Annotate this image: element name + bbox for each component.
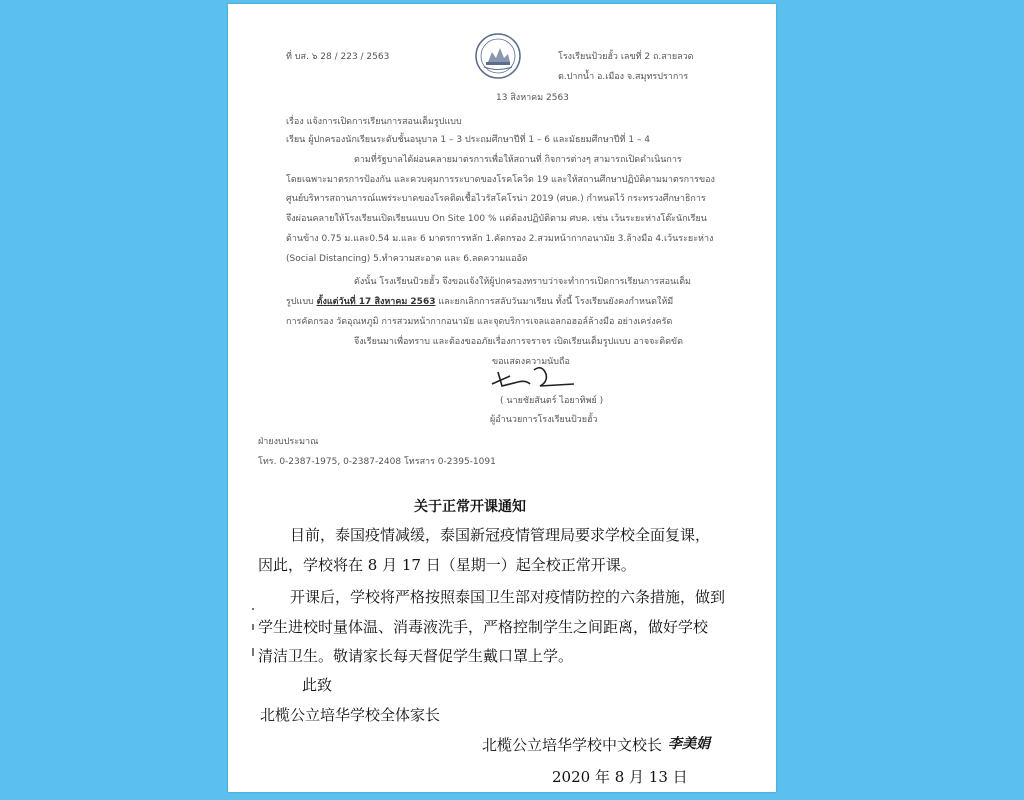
- document-page: [228, 4, 776, 792]
- department: ฝ่ายงบประมาณ: [258, 437, 319, 447]
- letter-date: 13 สิงหาคม 2563: [496, 93, 569, 103]
- letter-recipient: เรียน ผู้ปกครองนักเรียนระดับชั้นอนุบาล 1 – 3 ประถมศึกษาปีที่ 1 – 6 และมัธยมศึกษาปีที่ 1 – 4: [286, 135, 651, 145]
- notice-date: 2020 年 8 月 13 日: [552, 768, 688, 786]
- notice-paragraph-line: 学生进校时量体温、消毒液洗手，严格控制学生之间距离，做好学校: [258, 618, 709, 636]
- thai-text: รูปแบบ: [286, 297, 317, 307]
- thai-paragraph-line: จึงเรียนมาเพื่อทราบ และต้องขออภัยเรื่องการจราจร เปิดเรียนเต็มรูปแบบ อาจจะติดขัด: [354, 337, 683, 347]
- notice-paragraph-line: 因此，学校将在 8 月 17 日（星期一）起全校正常开课。: [258, 556, 636, 574]
- salutation: 此致: [302, 676, 333, 694]
- school-seal-icon: [474, 32, 522, 80]
- thai-paragraph-line: (Social Distancing) 5.ทำความสะอาด และ 6.ลดความแออัด: [286, 254, 528, 264]
- reference-number: ที่ บส. ๖ 28 / 223 / 2563: [286, 52, 390, 62]
- thai-paragraph-line: การคัดกรอง วัดอุณหภูมิ การสวมหน้ากากอนามัย และจุดบริการเจลแอลกอฮอล์ล้างมือ อย่างเคร่งครัด: [286, 317, 673, 327]
- letter-subject: เรื่อง แจ้งการเปิดการเรียนการสอนเต็มรูปแบบ: [286, 117, 462, 127]
- signer-title: ผู้อำนวยการโรงเรียนป้วยฮั้ว: [490, 415, 598, 425]
- notice-paragraph-line: 开课后，学校将严格按照泰国卫生部对疫情防控的六条措施，做到: [290, 588, 726, 606]
- school-address-line1: โรงเรียนป้วยฮั้ว เลขที่ 2 ถ.สายลวด: [558, 52, 694, 62]
- signer-name: ( นายชัยสันตร์ ไอยาทิพย์ ): [500, 396, 604, 406]
- thai-paragraph-line: ตามที่รัฐบาลได้ผ่อนคลายมาตรการเพื่อให้สถานที่ กิจการต่างๆ สามารถเปิดดำเนินการ: [354, 155, 682, 165]
- thai-paragraph-line: ศูนย์บริหารสถานการณ์แพร่ระบาดของโรคติดเชื้อไวรัสโคโรน่า 2019 (ศบค.) กำหนดไว้ กระทรวงศึกษาธิการ: [286, 194, 706, 204]
- notice-title: 关于正常开课通知: [414, 499, 526, 515]
- thai-text: และยกเลิกการสลับวันมาเรียน ทั้งนี้ โรงเรียนยังคงกำหนดให้มี: [435, 297, 674, 307]
- school-address-line2: ต.ปากน้ำ อ.เมือง จ.สมุทรปราการ: [558, 72, 689, 82]
- thai-paragraph-line: ด้านข้าง 0.75 ม.และ0.54 ม.และ 6 มาตรการหลัก 1.คัดกรอง 2.สวมหน้ากากอนามัย 3.ล้างมือ 4.เว้นระยะห่าง: [286, 234, 714, 244]
- margin-mark: [252, 648, 254, 656]
- thai-paragraph-line: จึงผ่อนคลายให้โรงเรียนเปิดเรียนแบบ On Site 100 % แต่ต้องปฏิบัติตาม ศบค. เช่น เว้นระยะห่างโต๊ะนักเรียน: [286, 214, 707, 224]
- contact-numbers: โทร. 0-2387-1975, 0-2387-2408 โทรสาร 0-2395-1091: [258, 457, 496, 467]
- sender-title: 北榄公立培华学校中文校长: [482, 736, 663, 754]
- notice-paragraph-line: 目前，泰国疫情减缓，泰国新冠疫情管理局要求学校全面复课，: [290, 526, 711, 544]
- closing-phrase: ขอแสดงความนับถือ: [492, 357, 570, 367]
- margin-mark: [252, 608, 254, 610]
- thai-paragraph-line: ดังนั้น โรงเรียนป้วยฮั้ว จึงขอแจ้งให้ผู้ปกครองทราบว่าจะทำการเปิดการเรียนการสอนเต็ม: [354, 277, 691, 287]
- thai-paragraph-line: [286, 296, 673, 308]
- principal-signature: 李美娟: [668, 736, 710, 752]
- reopen-date-highlight: ตั้งแต่วันที่ 17 สิงหาคม 2563: [316, 297, 436, 307]
- margin-mark: [252, 624, 254, 630]
- signature-icon: [490, 366, 580, 392]
- notice-paragraph-line: 清洁卫生。敬请家长每天督促学生戴口罩上学。: [258, 647, 574, 665]
- addressee: 北榄公立培华学校全体家长: [260, 706, 441, 724]
- thai-paragraph-line: โดยเฉพาะมาตรการป้องกัน และควบคุมการระบาดของโรคโควิด 19 และให้สถานศึกษาปฏิบัติตามมาตรการของ: [286, 175, 715, 185]
